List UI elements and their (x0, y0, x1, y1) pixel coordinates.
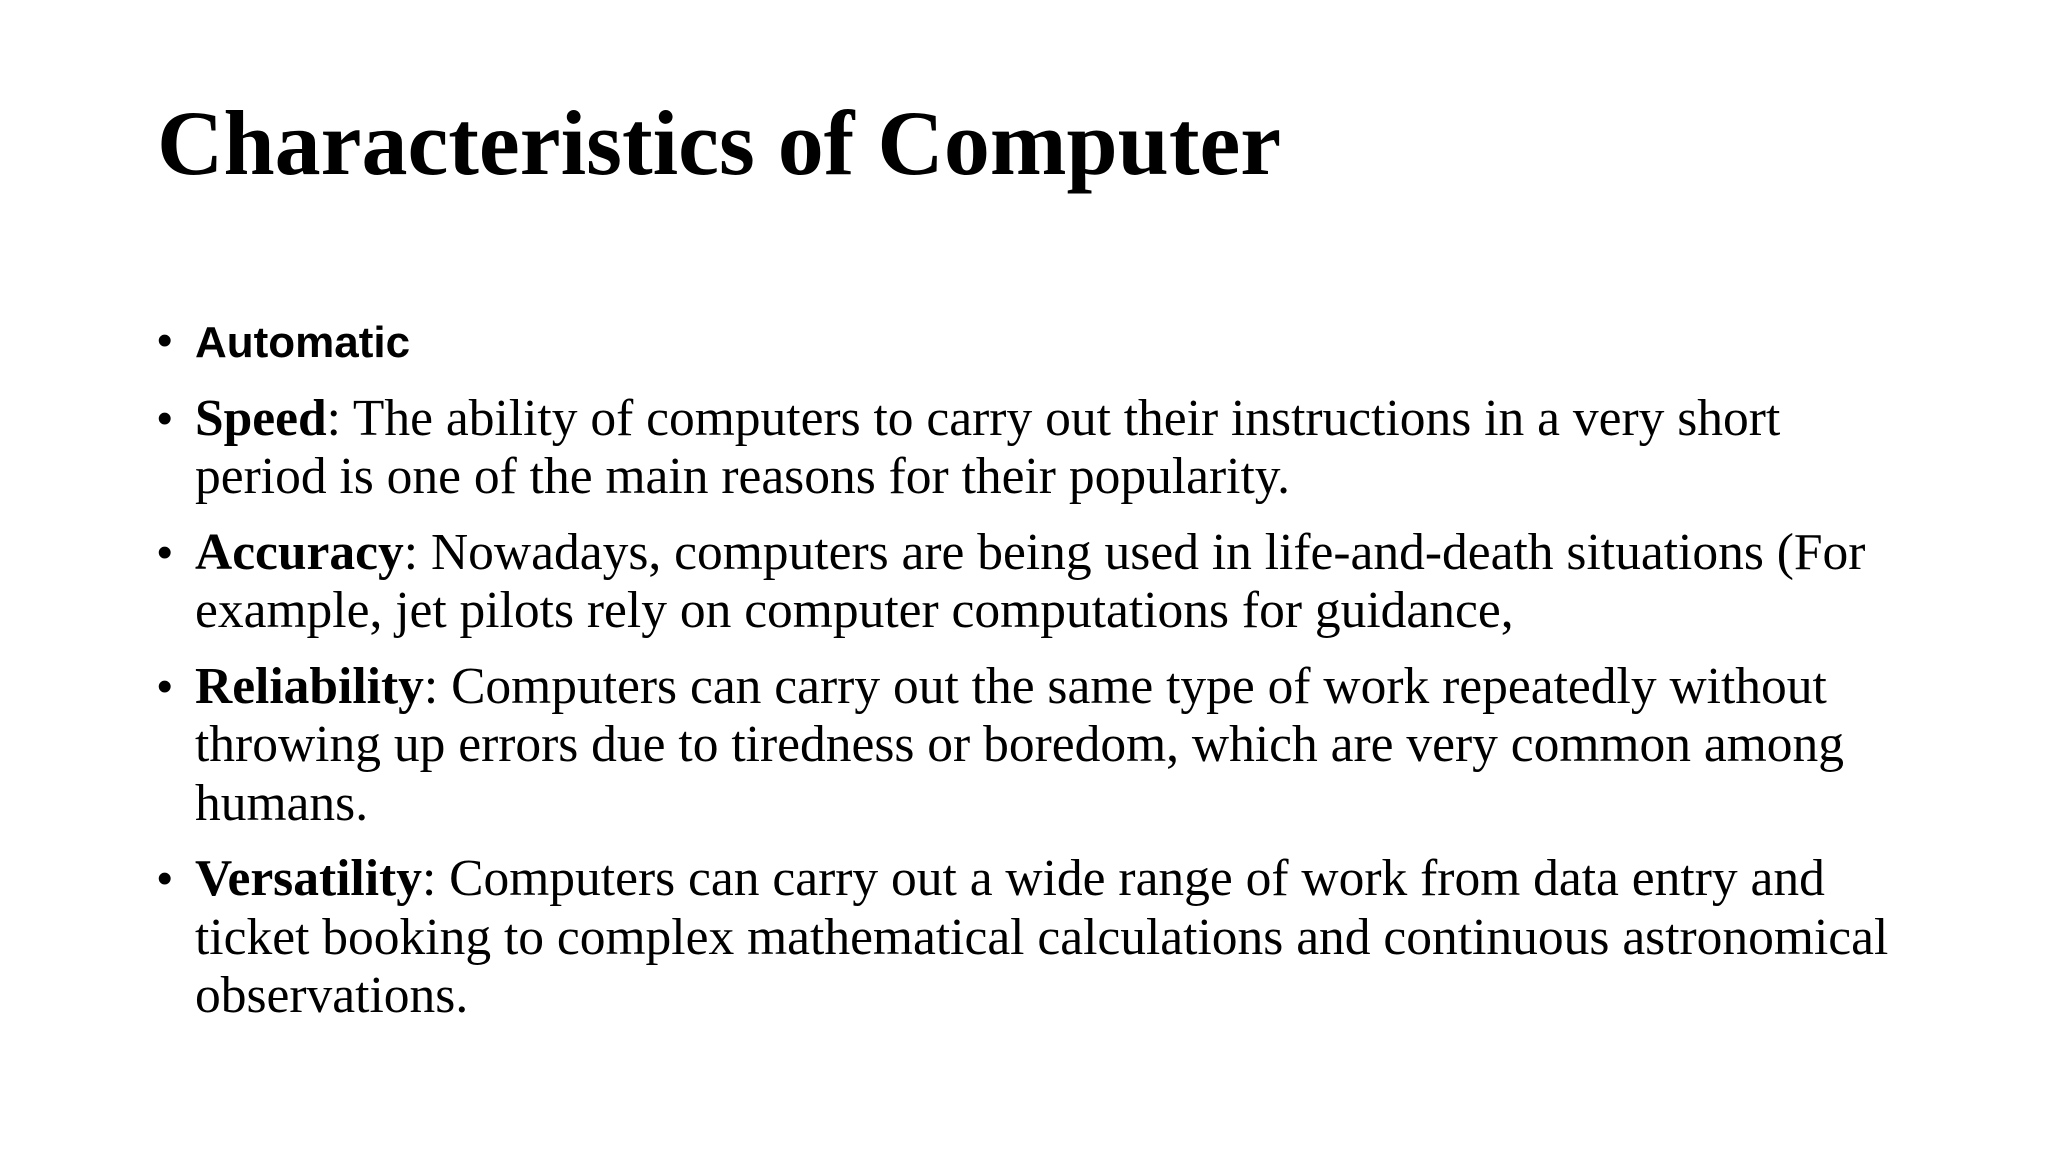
bullet-icon: • (157, 854, 173, 903)
bullet-term: Speed (195, 389, 327, 447)
bullet-separator: : (423, 657, 439, 715)
bullet-icon: • (157, 527, 173, 577)
bullet-text: The ability of computers to carry out their instructions in a very short period is one of the main reasons for their popularity. (195, 389, 1781, 505)
bullet-text: Computers can carry out a wide range of work from data entry and ticket booking to complex mathematical calculations and continuous astronomical observations. (195, 850, 1889, 1024)
bullet-term: Versatility (195, 850, 422, 907)
bullet-item-versatility (157, 850, 1897, 1026)
bullet-separator: : (403, 523, 419, 581)
bullet-separator: : (421, 850, 437, 907)
slide-title: Characteristics of Computer (157, 92, 1282, 194)
bullet-icon: • (157, 661, 173, 711)
bullet-term: Automatic (195, 318, 411, 367)
bullet-item-automatic (157, 312, 1897, 373)
bullet-item-reliability (157, 658, 1897, 834)
bullet-text: Computers can carry out the same type of work repeatedly without throwing up errors due to tiredness or boredom, which are very common among humans. (195, 657, 1845, 832)
bullet-item-accuracy (157, 524, 1897, 641)
bullet-icon: • (157, 393, 173, 443)
bullet-text: Nowadays, computers are being used in life-and-death situations (For example, jet pilots rely on computer computations for guidance, (195, 523, 1866, 639)
bullet-icon: • (157, 316, 173, 365)
bullet-list (157, 312, 1897, 1043)
bullet-item-speed (157, 390, 1897, 507)
bullet-separator: : (326, 389, 341, 447)
bullet-term: Accuracy (195, 523, 404, 581)
bullet-term: Reliability (195, 657, 424, 715)
